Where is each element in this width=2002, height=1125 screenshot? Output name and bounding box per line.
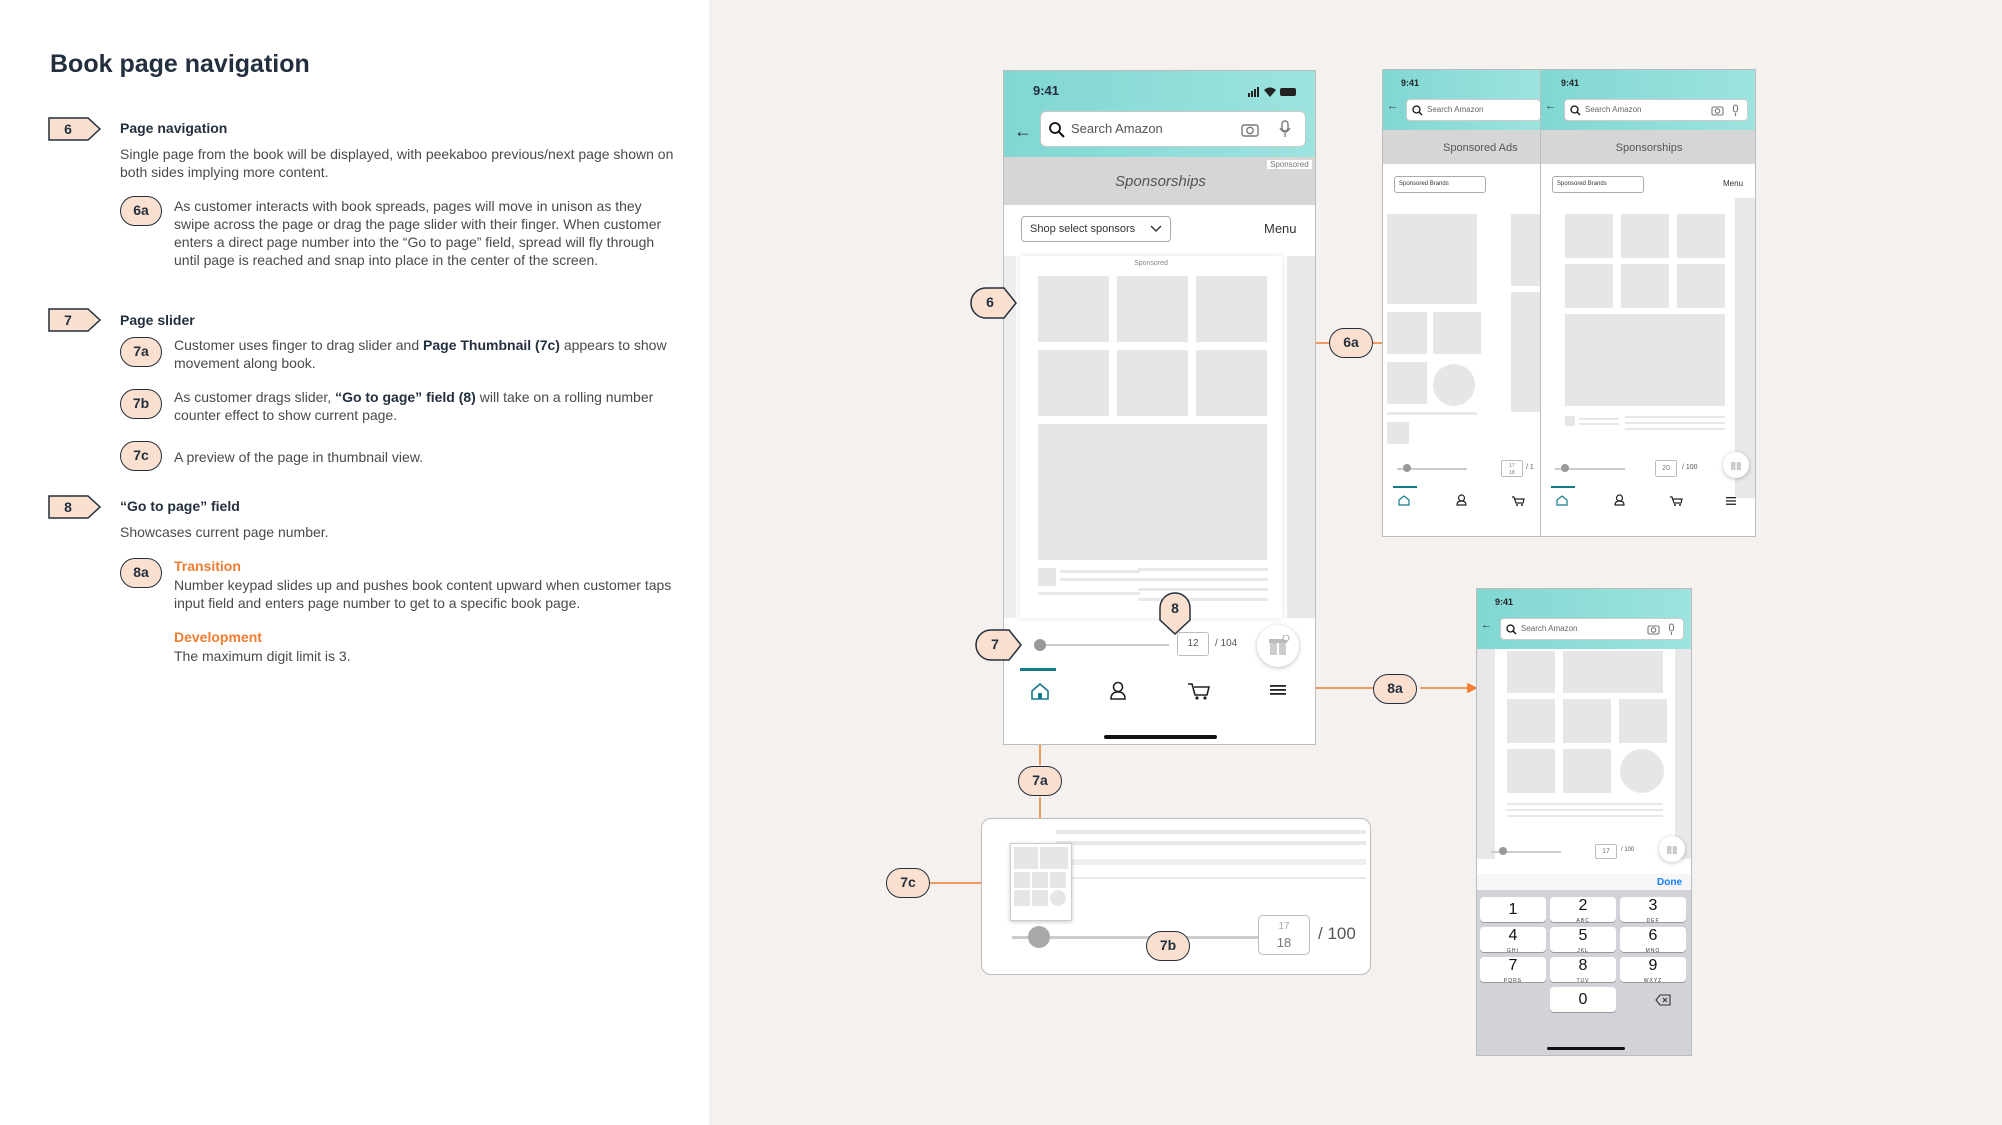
search-input[interactable]: Search Amazon bbox=[1500, 618, 1684, 640]
callout-8a: 8a bbox=[1373, 674, 1417, 704]
back-arrow-icon[interactable]: ← bbox=[1014, 121, 1032, 141]
search-icon bbox=[1506, 624, 1517, 635]
microphone-icon bbox=[1667, 623, 1676, 636]
subsection-text-7c: A preview of the page in thumbnail view. bbox=[174, 449, 424, 465]
page-title: Book page navigation bbox=[50, 50, 310, 78]
go-to-page-field[interactable]: 17 18 bbox=[1258, 915, 1310, 955]
hamburger-menu-icon[interactable] bbox=[1725, 496, 1737, 506]
home-indicator bbox=[1547, 1047, 1625, 1050]
account-icon[interactable] bbox=[1614, 494, 1625, 506]
cart-icon[interactable] bbox=[1669, 495, 1683, 507]
banner-title: Sponsorships bbox=[1115, 173, 1206, 190]
section-desc-go-to-page: Showcases current page number. bbox=[120, 524, 329, 540]
spread-phone-a: 9:41 ← Search Amazon Sponsored Ads Sponsored Brands 17 18 / 1 bbox=[1382, 69, 1542, 537]
section-tag-7: 7 bbox=[48, 308, 100, 332]
home-icon[interactable] bbox=[1556, 495, 1568, 506]
section-title-go-to-page: “Go to page” field bbox=[120, 498, 240, 514]
keypad-key-0[interactable]: 0 bbox=[1550, 987, 1616, 1012]
page-total: / 100 bbox=[1318, 924, 1356, 943]
callout-6: 6 bbox=[970, 286, 1018, 325]
search-icon bbox=[1412, 105, 1423, 116]
page-slider-handle[interactable] bbox=[1403, 464, 1411, 472]
section-title-page-slider: Page slider bbox=[120, 312, 195, 328]
done-button[interactable]: Done bbox=[1657, 877, 1682, 888]
section-title-page-navigation: Page navigation bbox=[120, 120, 228, 136]
cart-icon[interactable] bbox=[1511, 495, 1525, 507]
cart-icon[interactable] bbox=[1187, 681, 1211, 701]
home-indicator bbox=[1104, 735, 1217, 739]
menu-link[interactable]: Menu bbox=[1723, 179, 1744, 188]
status-icons bbox=[1248, 85, 1298, 103]
callout-6a: 6a bbox=[1329, 328, 1373, 358]
gift-button[interactable] bbox=[1257, 625, 1299, 667]
page-slider-track[interactable] bbox=[1012, 936, 1272, 939]
spread-phone-b: 9:41 ← Search Amazon Sponsorships Sponsored Brands Menu 20 / 100 bbox=[1540, 69, 1756, 537]
camera-icon bbox=[1711, 105, 1724, 116]
main-phone bbox=[1003, 70, 1316, 745]
gift-button[interactable] bbox=[1659, 836, 1685, 862]
page-slider-handle[interactable] bbox=[1561, 464, 1569, 472]
page-slider-handle[interactable] bbox=[1034, 639, 1046, 651]
subsection-tag-7b: 7b bbox=[120, 389, 162, 419]
menu-link[interactable]: Menu bbox=[1264, 221, 1297, 236]
callout-7b: 7b bbox=[1146, 931, 1190, 961]
transition-text: Number keypad slides up and pushes book content upward when customer taps input field and enters page number to get to a specific book page. bbox=[174, 577, 672, 611]
callout-7a: 7a bbox=[1018, 766, 1062, 796]
page-slider-track[interactable] bbox=[1034, 644, 1169, 646]
go-to-page-field[interactable]: 17 bbox=[1595, 844, 1617, 859]
subsection-text-6a: As customer interacts with book spreads, pages will move in unison as they swipe across the page or drag the page slider with their finger. When customer enters a direct page number into the “Go to page” field, spread will fly through until page is reached and snap into place in the center of the screen. bbox=[174, 198, 662, 268]
keypad-phone: 9:41 ← Search Amazon 17 / 100 Done 1 2 ABC 3 DEF 4 GHI 5 JKL 6 MNO 7 PQRS 8 TUV 9 WXYZ 0 bbox=[1476, 588, 1692, 1056]
keypad-key-4[interactable]: 4 GHI bbox=[1480, 927, 1546, 952]
transition-heading: Transition bbox=[174, 558, 241, 574]
page-total: / 104 bbox=[1215, 638, 1238, 649]
microphone-icon bbox=[1279, 120, 1291, 138]
subsection-text-7b: As customer drags slider, “Go to gage” field (8) will take on a rolling number counter effect to show current page. bbox=[174, 389, 654, 423]
subsection-tag-6a: 6a bbox=[120, 196, 162, 226]
keypad-key-1[interactable]: 1 bbox=[1480, 897, 1546, 922]
gift-icon bbox=[1730, 458, 1743, 471]
callout-7c: 7c bbox=[886, 868, 930, 898]
page-sponsored-label: Sponsored bbox=[1134, 260, 1168, 267]
account-icon[interactable] bbox=[1109, 681, 1127, 701]
keypad-key-9[interactable]: 9 WXYZ bbox=[1620, 957, 1686, 982]
go-to-page-field[interactable]: 17 18 bbox=[1501, 460, 1523, 477]
keypad-key-5[interactable]: 5 JKL bbox=[1550, 927, 1616, 952]
peek-next-page bbox=[1287, 256, 1316, 618]
page-slider-handle[interactable] bbox=[1028, 926, 1050, 948]
sponsors-dropdown[interactable]: Shop select sponsors bbox=[1021, 216, 1171, 242]
dropdown[interactable]: Sponsored Brands bbox=[1552, 176, 1644, 193]
go-to-page-field[interactable]: 20 bbox=[1655, 460, 1677, 477]
page-thumbnail bbox=[1010, 843, 1072, 921]
camera-icon bbox=[1647, 624, 1660, 635]
camera-icon bbox=[1241, 122, 1259, 137]
account-icon[interactable] bbox=[1456, 494, 1467, 506]
gift-button[interactable] bbox=[1723, 452, 1749, 478]
book-page[interactable] bbox=[1020, 256, 1282, 618]
callout-8: 8 bbox=[1158, 592, 1192, 641]
section-tag-6: 6 bbox=[48, 117, 100, 141]
subsection-tag-7a: 7a bbox=[120, 337, 162, 367]
gift-icon bbox=[1666, 842, 1679, 855]
subsection-tag-8a: 8a bbox=[120, 558, 162, 588]
microphone-icon bbox=[1731, 104, 1740, 117]
callout-7: 7 bbox=[975, 628, 1023, 667]
tab-indicator bbox=[1020, 668, 1056, 671]
search-input[interactable]: Search Amazon bbox=[1406, 99, 1541, 121]
keypad-key-6[interactable]: 6 MNO bbox=[1620, 927, 1686, 952]
keypad-key-7[interactable]: 7 PQRS bbox=[1480, 957, 1546, 982]
subsection-text-7a: Customer uses finger to drag slider and Page Thumbnail (7c) appears to show movement along book. bbox=[174, 337, 667, 371]
search-icon bbox=[1049, 122, 1065, 138]
backspace-icon[interactable] bbox=[1655, 994, 1671, 1006]
hamburger-menu-icon[interactable] bbox=[1269, 683, 1287, 697]
section-desc-page-navigation: Single page from the book will be displayed, with peekaboo previous/next page shown on both sides implying more content. bbox=[120, 146, 674, 180]
subsection-tag-7c: 7c bbox=[120, 441, 162, 471]
keypad-key-8[interactable]: 8 TUV bbox=[1550, 957, 1616, 982]
chevron-down-icon bbox=[1150, 225, 1162, 233]
dropdown[interactable]: Sponsored Brands bbox=[1394, 176, 1486, 193]
development-heading: Development bbox=[174, 629, 262, 645]
keypad-key-2[interactable]: 2 ABC bbox=[1550, 897, 1616, 922]
search-input[interactable]: Search Amazon bbox=[1564, 99, 1748, 121]
sponsored-tag: Sponsored bbox=[1267, 160, 1312, 169]
page-slider-handle[interactable] bbox=[1499, 847, 1507, 855]
development-text: The maximum digit limit is 3. bbox=[174, 648, 351, 664]
home-icon[interactable] bbox=[1398, 495, 1410, 506]
home-icon[interactable] bbox=[1030, 682, 1050, 700]
section-tag-8: 8 bbox=[48, 495, 100, 519]
go-to-page-field[interactable]: 12 bbox=[1177, 632, 1209, 656]
search-icon bbox=[1570, 105, 1581, 116]
gift-icon bbox=[1268, 635, 1290, 657]
keypad-key-3[interactable]: 3 DEF bbox=[1620, 897, 1686, 922]
search-input[interactable]: Search Amazon bbox=[1040, 111, 1306, 147]
status-time: 9:41 bbox=[1033, 83, 1060, 98]
